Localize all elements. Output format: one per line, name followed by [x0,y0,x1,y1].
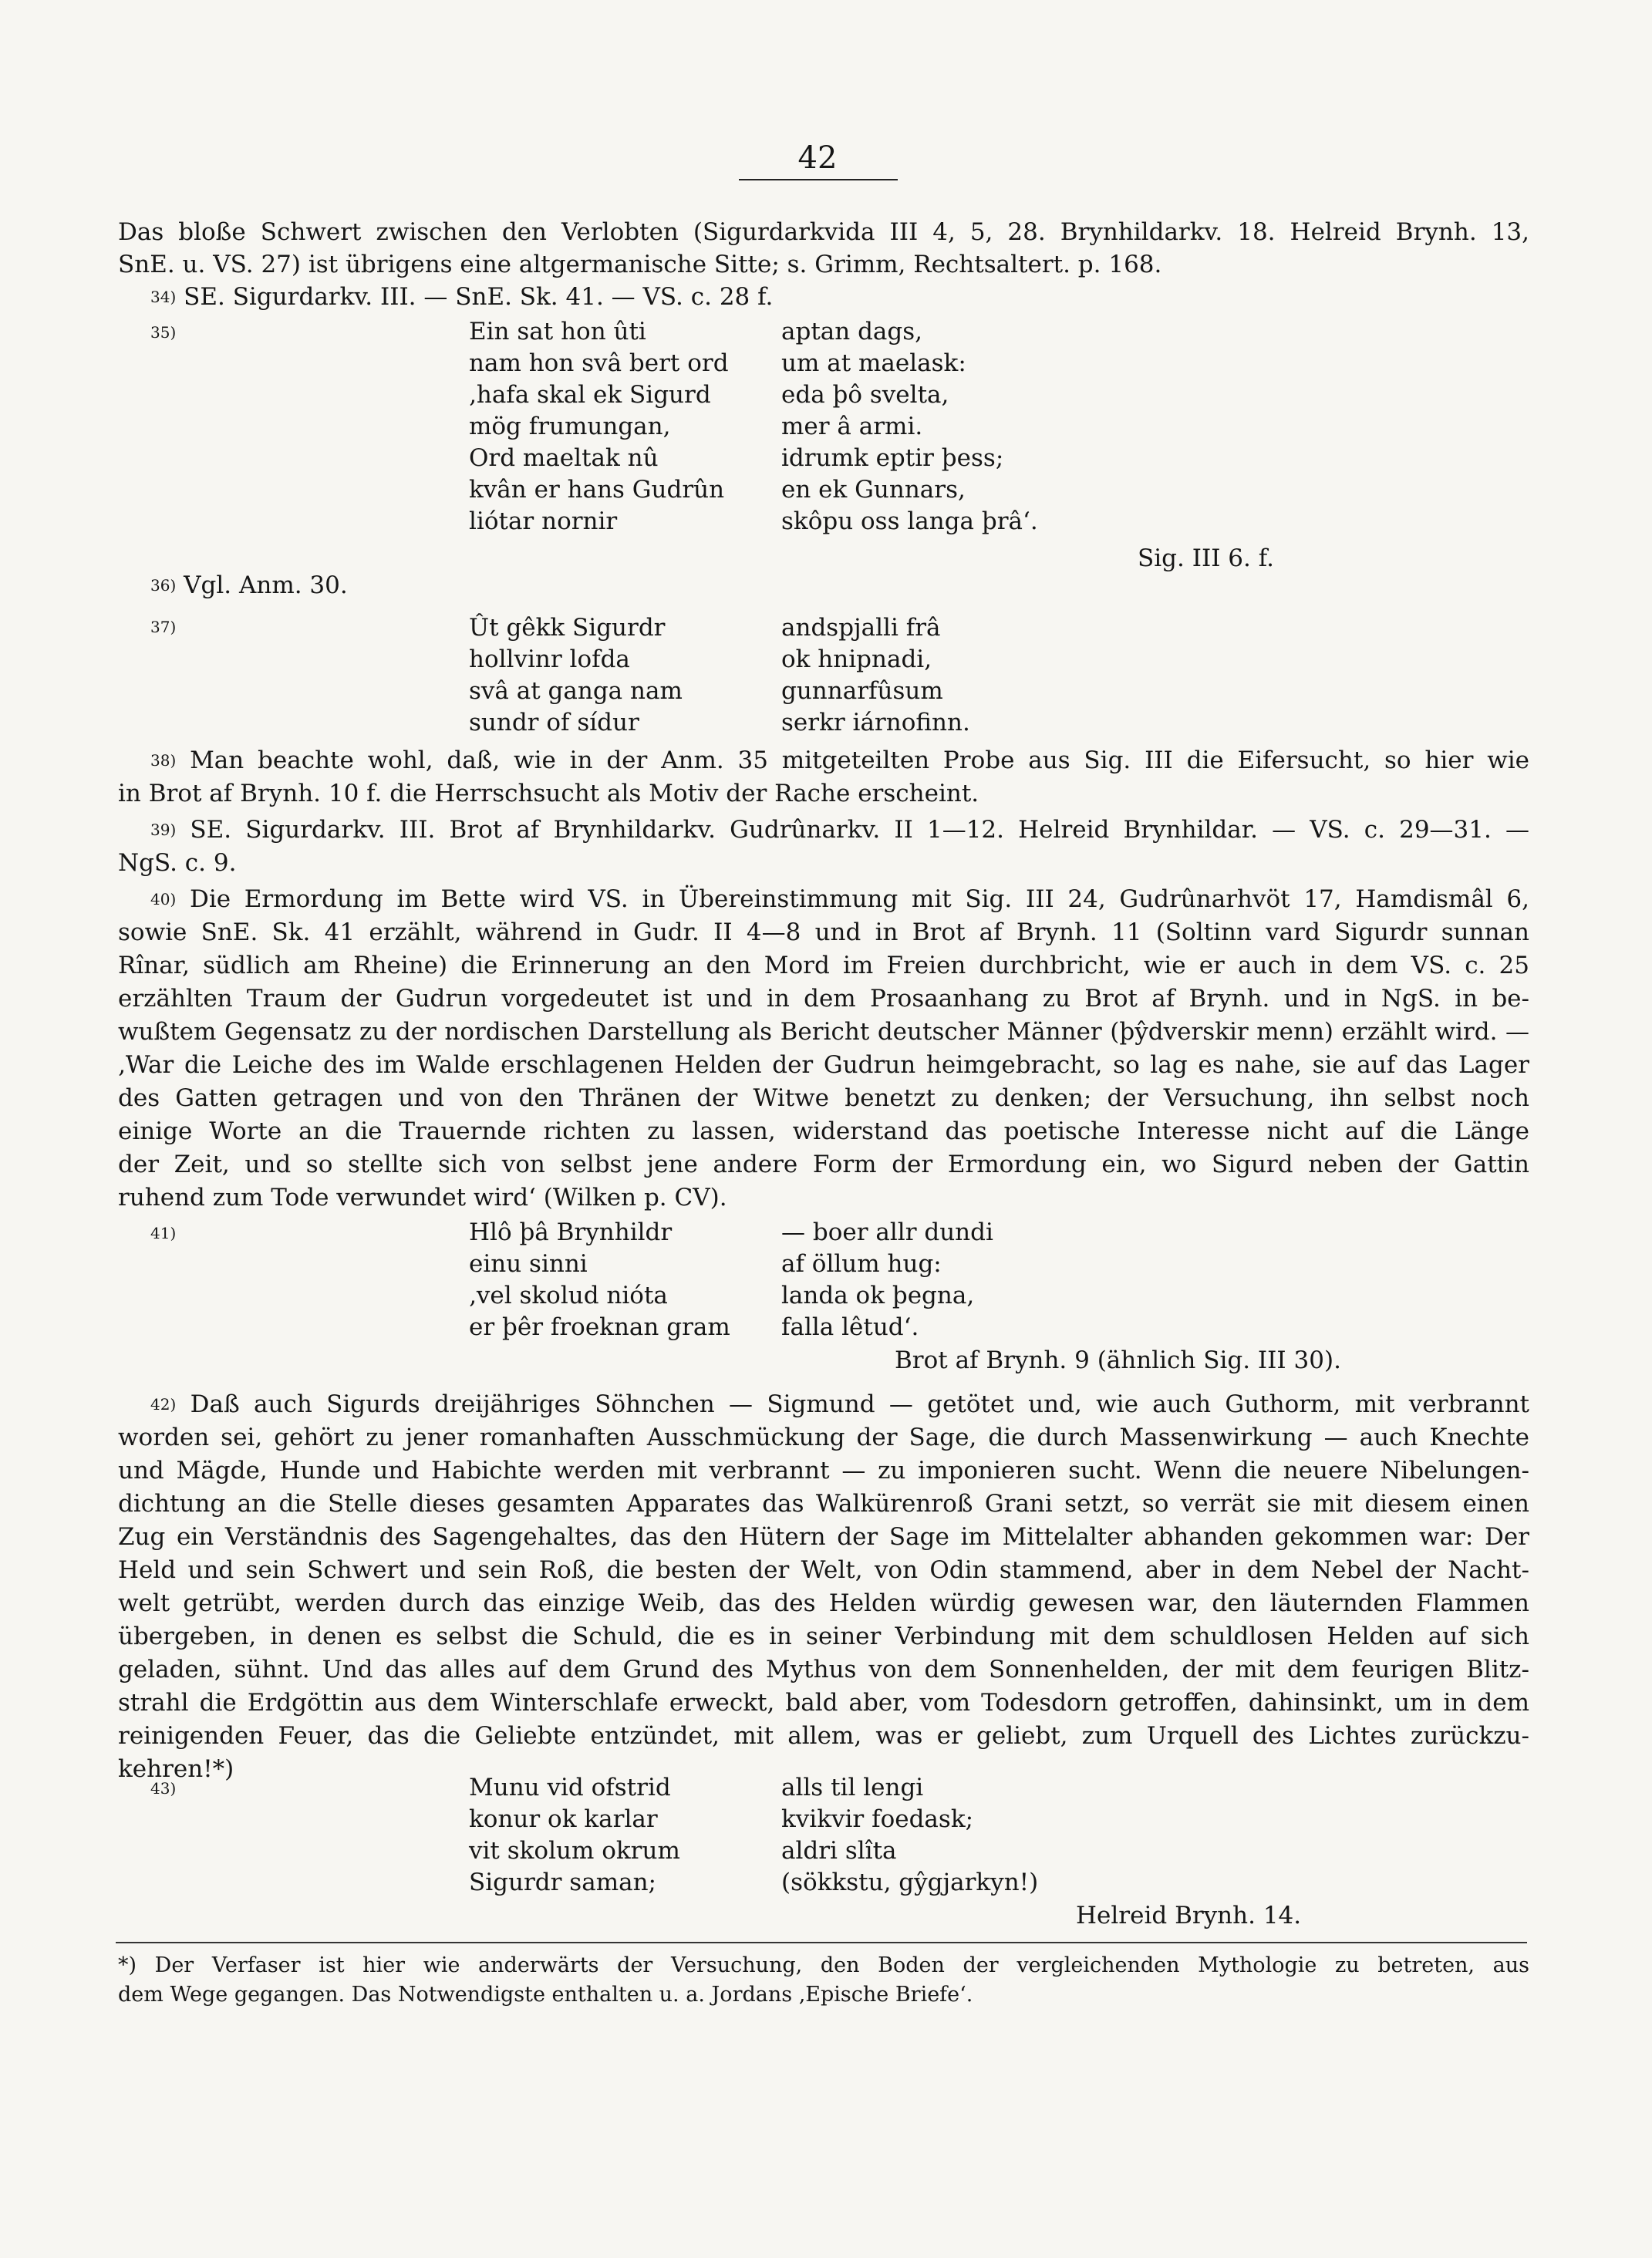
body-line: erzählten Traum der Gudrun vorgedeutet ist und in dem Prosaanhang zu Brot af Brynh. und in NgS. in be- [118,985,1529,1013]
verse-41-source: Brot af Brynh. 9 (ähnlich Sig. III 30). [895,1346,1341,1374]
body-line: einige Worte an die Trauernde richten zu lassen, widerstand das poetische Interesse nicht auf die Länge [118,1117,1529,1145]
verse-line: en ek Gunnars, [781,476,966,504]
verse-line: Ein sat hon ûti [469,318,646,345]
verse-line: sundr of sídur [469,709,639,736]
verse-line: eda þô svelta, [781,381,949,409]
verse-line: mer â armi. [781,413,923,440]
verse-line: landa ok þegna, [781,1282,975,1309]
verse-line: idrumk eptir þess; [781,444,1004,472]
note-36: $^{36)}$ Vgl. Anm. 30. [150,571,348,599]
verse-43-right [781,1772,1038,1899]
verse-line: andspjalli frâ [781,614,941,642]
verse-line: gunnarfûsum [781,677,943,705]
note-43-marker: 43) [150,1779,177,1798]
page-number-rule [739,179,898,180]
verse-line: liótar nornir [469,507,618,535]
verse-line: Ord maeltak nû [469,444,659,472]
note-41-marker: 41) [150,1224,177,1242]
note-40: $^{40)}$ Die Ermordung im Bette wird VS. in Übereinstimmung mit Sig. III 24, Gudrûnarhvöt 17, Hamdismâl 6, [150,885,1529,913]
note-42: $^{42)}$ Daß auch Sigurds dreijähriges Söhnchen — Sigmund — getötet und, wie auch Guthorm, mit verbrannt [150,1390,1529,1418]
body-line: der Zeit, und so stellte sich von selbst jene andere Form der Ermordung ein, wo Sigurd neben der Gattin [118,1151,1529,1178]
note-marker: 34 [150,288,170,306]
verse-line: Sigurdr saman; [469,1869,656,1896]
note-39: $^{39)}$ SE. Sigurdarkv. III. Brot af Brynhildarkv. Gudrûnarkv. II 1—12. Helreid Brynhildar. — VS. c. 29—31. — [150,816,1529,844]
verse-line: einu sinni [469,1250,588,1278]
verse-line: mög frumungan, [469,413,671,440]
body-line: des Gatten getragen und von den Thränen der Witwe benetzt zu denken; der Versuchung, ihn selbst noch [118,1084,1529,1112]
footnote-rule [116,1942,1527,1943]
note-38: $^{38)}$ Man beachte wohl, daß, wie in der Anm. 35 mitgeteilten Probe aus Sig. III die Eifersucht, so hier wie [150,746,1529,774]
footnote [118,1951,1529,2010]
verse-line: Munu vid ofstrid [469,1774,671,1801]
body-line: NgS. c. 9. [118,849,237,877]
body-line: strahl die Erdgöttin aus dem Winterschlafe erweckt, bald aber, vom Todesdorn getroffen, dahinsinkt, um in dem [118,1689,1529,1717]
verse-line: vit skolum okrum [469,1837,680,1865]
verse-line: konur ok karlar [469,1805,658,1833]
body-line: SnE. u. VS. 27) ist übrigens eine altgermanische Sitte; s. Grimm, Rechtsaltert. p. 168. [118,251,1162,278]
note-37-marker: 37) [150,618,177,636]
body-line: Rînar, südlich am Rheine) die Erinnerung an den Mord im Freien durchbricht, wie er auch in dem VS. c. 25 [118,952,1529,979]
verse-37-right [781,612,970,739]
verse-line: kvikvir foedask; [781,1805,974,1833]
verse-line: Ût gêkk Sigurdr [469,614,666,642]
verse-line: Hlô þâ Brynhildr [469,1218,673,1246]
verse-line: skôpu oss langa þrâ‘. [781,507,1038,535]
verse-line: ‚hafa skal ek Sigurd [469,381,711,409]
page-number: 42 [797,140,838,176]
body-line: Das bloße Schwert zwischen den Verlobten (Sigurdarkvida III 4, 5, 28. Brynhildarkv. 18. Helreid Brynh. 13, [118,218,1529,246]
body-line: kehren!*) [118,1755,234,1783]
footnote-line: *) Der Verfaser ist hier wie anderwärts der Versuchung, den Boden der vergleichenden Mythologie zu betreten, aus [118,1953,1529,1977]
verse-35-left [469,316,729,538]
verse-line: serkr iárnofinn. [781,709,970,736]
footnote-line: dem Wege gegangen. Das Notwendigste enthalten u. a. Jordans ‚Epische Briefe‘. [118,1983,973,2007]
verse-line: ok hnipnadi, [781,645,932,673]
verse-line: svâ at ganga nam [469,677,683,705]
note-34: $^{34)}$ SE. Sigurdarkv. III. — SnE. Sk. 41. — VS. c. 28 f. [150,283,774,311]
verse-43-left [469,1772,680,1899]
verse-line: af öllum hug: [781,1250,942,1278]
body-line: und Mägde, Hunde und Habichte werden mit verbrannt — zu imponieren sucht. Wenn die neuere Nibelungen- [118,1457,1529,1485]
verse-43-source: Helreid Brynh. 14. [1076,1902,1302,1929]
verse-line: aldri slîta [781,1837,897,1865]
verse-37-left [469,612,683,739]
body-line: welt getrübt, werden durch das einzige Weib, das des Helden würdig gewesen war, den läuternden Flammen [118,1589,1529,1617]
verse-line: alls til lengi [781,1774,924,1801]
body-line: reinigenden Feuer, das die Geliebte entzündet, mit allem, was er geliebt, zum Urquell des Lichtes zurückzu- [118,1722,1529,1750]
body-line: Held und sein Schwert und sein Roß, die besten der Welt, von Odin stammend, aber in dem Nebel der Nacht- [118,1556,1529,1584]
body-line: dichtung an die Stelle dieses gesamten Apparates das Walkürenroß Grani setzt, so verrät sie mit diesem einen [118,1490,1529,1518]
body-line: ‚War die Leiche des im Walde erschlagenen Helden der Gudrun heimgebracht, so lag es nahe, sie auf das Lager [118,1051,1529,1079]
body-line: wußtem Gegensatz zu der nordischen Darstellung als Bericht deutscher Männer (þŷdverskir menn) erzählt wird. — [118,1018,1529,1046]
body-line: übergeben, in denen es selbst die Schuld, die es in seiner Verbindung mit dem schuldlosen Helden auf sich [118,1623,1529,1650]
footnote-marker: * [118,1953,129,1977]
verse-35-source: Sig. III 6. f. [1138,544,1274,572]
verse-line: (sökkstu, gŷgjarkyn!) [781,1869,1039,1896]
body-line: in Brot af Brynh. 10 f. die Herrschsucht als Motiv der Rache erscheint. [118,780,979,807]
body-line: geladen, sühnt. Und das alles auf dem Grund des Mythus von dem Sonnenhelden, der mit dem feurigen Blitz- [118,1656,1529,1683]
body-line: Zug ein Verständnis des Sagengehaltes, das den Hütern der Sage im Mittelalter abhanden gekommen war: Der [118,1523,1529,1551]
verse-line: er þêr froeknan gram [469,1313,730,1341]
verse-line: nam hon svâ bert ord [469,349,729,377]
verse-41-right [781,1217,993,1343]
verse-line: um at maelask: [781,349,966,377]
body-line: sowie SnE. Sk. 41 erzählt, während in Gudr. II 4—8 und in Brot af Brynh. 11 (Soltinn vard Sigurdr sunnan [118,918,1529,946]
note-35-marker: 35) [150,323,177,342]
verse-line: aptan dags, [781,318,923,345]
note-text: SE. Sigurdarkv. III. — SnE. Sk. 41. — VS. c. 28 f. [176,283,774,311]
verse-35-right [781,316,1038,538]
body-line: ruhend zum Tode verwundet wird‘ (Wilken p. CV). [118,1184,727,1212]
verse-line: hollvinr lofda [469,645,630,673]
note-text: Vgl. Anm. 30. [176,571,348,599]
verse-41-left [469,1217,730,1343]
verse-line: — boer allr dundi [781,1218,993,1246]
verse-line: falla lêtud‘. [781,1313,919,1341]
verse-line: ‚vel skolud nióta [469,1282,668,1309]
body-line: worden sei, gehört zu jener romanhaften Ausschmückung der Sage, die durch Massenwirkung — auch Knechte [118,1424,1529,1451]
verse-line: kvân er hans Gudrûn [469,476,725,504]
